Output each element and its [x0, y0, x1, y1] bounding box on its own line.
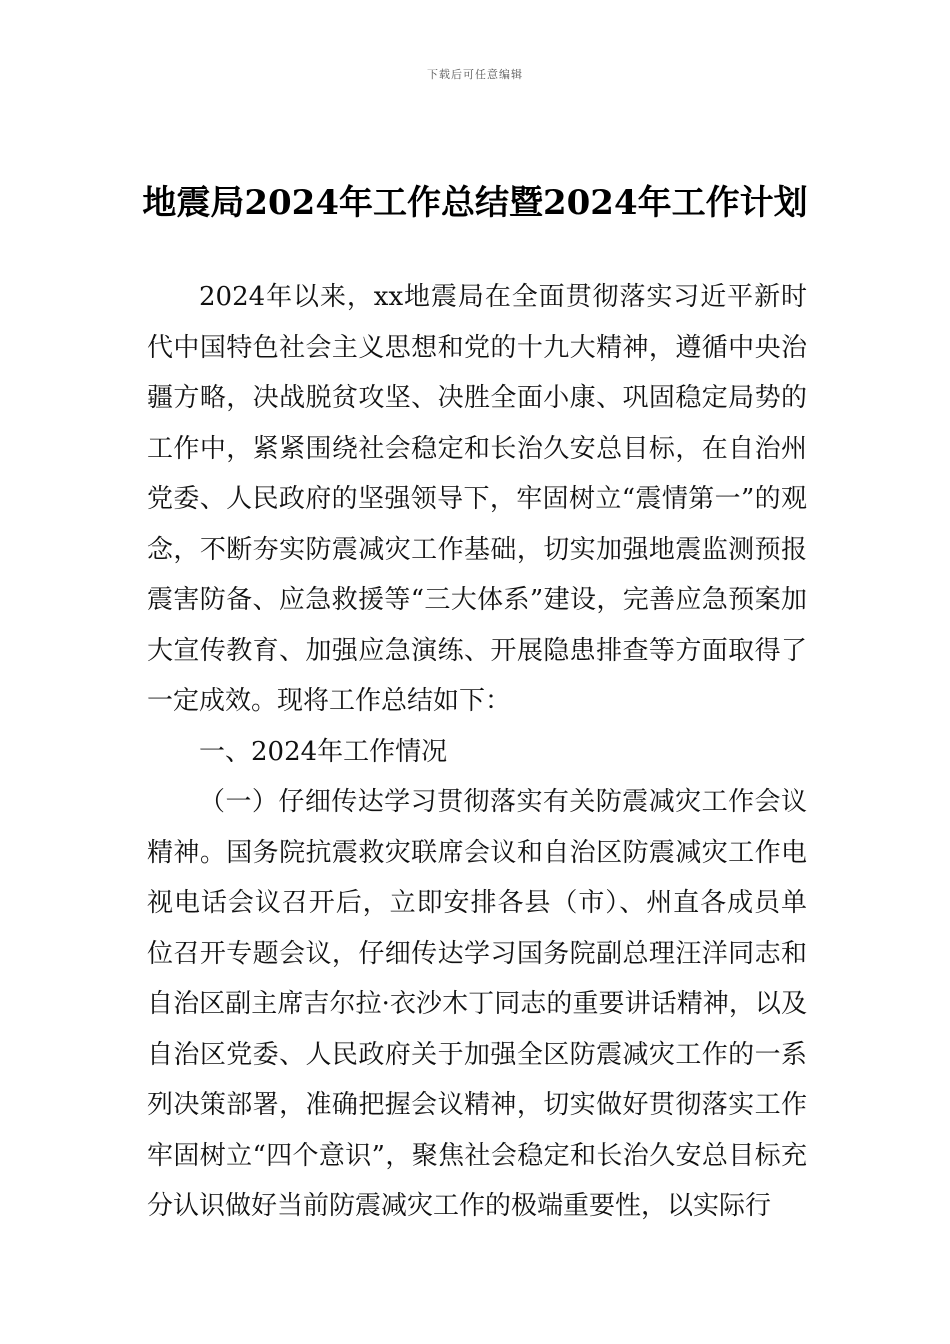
document-title: 地震局2024年工作总结暨2024年工作计划: [142, 183, 808, 223]
header-note: 下载后可任意编辑: [427, 68, 523, 81]
subsection-paragraph: （一）仔细传达学习贯彻落实有关防震减灾工作会议精神。国务院抗震救灾联席会议和自治区防震减灾工作电视电话会议召开后，立即安排各县（市）、州直各成员单位召开专题会议，仔细传达学习国务院副总理汪洋同志和自治区副主席吉尔拉·衣沙木丁同志的重要讲话精神，以及自治区党委、人民政府关于加强全区防震减灾工作的一系列决策部署，准确把握会议精神，切实做好贯彻落实工作牢固树立“四个意识”，聚焦社会稳定和长治久安总目标充分认识做好当前防震减灾工作的极端重要性，以实际行: [147, 787, 807, 1221]
section-heading: 一、2024年工作情况: [199, 736, 448, 767]
document-body: [147, 272, 807, 1232]
intro-paragraph: 2024年以来，xx地震局在全面贯彻落实习近平新时代中国特色社会主义思想和党的十九大精神，遵循中央治疆方略，决战脱贫攻坚、决胜全面小康、巩固稳定局势的工作中，紧紧围绕社会稳定和长治久安总目标，在自治州党委、人民政府的坚强领导下，牢固树立“震情第一”的观念，不断夯实防震减灾工作基础，切实加强地震监测预报震害防备、应急救援等“三大体系”建设，完善应急预案加大宣传教育、加强应急演练、开展隐患排查等方面取得了一定成效。现将工作总结如下：: [147, 282, 807, 716]
